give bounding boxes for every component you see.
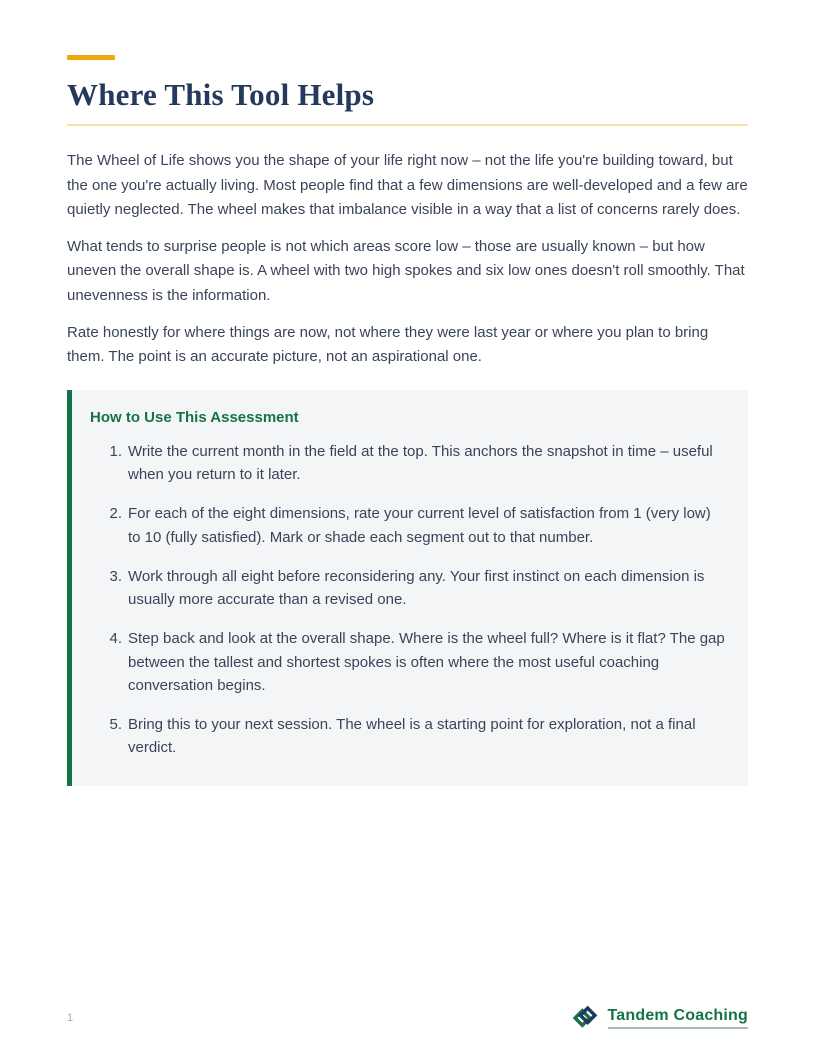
list-item bbox=[104, 627, 726, 697]
list-item-number: 4. bbox=[109, 630, 122, 648]
tandem-diamond-icon bbox=[570, 1004, 600, 1032]
list-item bbox=[104, 565, 726, 612]
list-item-number: 2. bbox=[109, 505, 122, 523]
list-item bbox=[104, 440, 726, 487]
list-item-text: Work through all eight before reconsidering any. Your first instinct on each dimension is usually more accurate than a revised one. bbox=[128, 567, 705, 608]
list-item-text: Write the current month in the field at the top. This anchors the snapshot in time – useful when you return to it later. bbox=[128, 442, 713, 483]
brand-logo bbox=[570, 1004, 749, 1032]
instruction-list bbox=[90, 440, 726, 760]
brand-name: Tandem Coaching bbox=[608, 1007, 749, 1029]
list-item-number: 3. bbox=[109, 567, 122, 585]
accent-bar bbox=[67, 55, 115, 60]
list-item-number: 5. bbox=[109, 716, 122, 733]
list-item-text: For each of the eight dimensions, rate your current level of satisfaction from 1 (very low) to 10 (fully satisfied). Mark or shade each segment out to that number. bbox=[128, 505, 711, 546]
how-to-callout bbox=[67, 390, 748, 786]
list-item bbox=[104, 713, 726, 760]
page-footer bbox=[67, 1004, 748, 1032]
intro-paragraph: Rate honestly for where things are now, not where they were last year or where you plan to bring them. The point is an accurate picture, not an aspirational one. bbox=[67, 323, 709, 366]
page-title: Where This Tool Helps bbox=[67, 77, 375, 112]
title-rule bbox=[67, 124, 748, 126]
list-item-number: 1. bbox=[109, 442, 122, 460]
page-number: 1 bbox=[67, 1012, 74, 1024]
list-item bbox=[104, 502, 726, 549]
list-item-text: Step back and look at the overall shape. Where is the wheel full? Where is it flat? The gap between the tallest and shortest spokes is often where the most useful coaching conversation begins. bbox=[128, 630, 725, 694]
list-item-text: Bring this to your next session. The wheel is a starting point for exploration, not a final verdict. bbox=[128, 716, 696, 757]
intro-paragraph: What tends to surprise people is not which areas score low – those are usually known – but how uneven the overall shape is. A wheel with two high spokes and six low ones doesn't roll smoothly. That unevenness is the information. bbox=[67, 237, 745, 304]
callout-title: How to Use This Assessment bbox=[90, 408, 299, 426]
intro-paragraph: The Wheel of Life shows you the shape of your life right now – not the life you're building toward, but the one you're actually living. Most people find that a few dimensions are well-developed and a few are quietly neglected. The wheel makes that imbalance visible in a way that a list of concerns rarely does. bbox=[67, 152, 748, 219]
